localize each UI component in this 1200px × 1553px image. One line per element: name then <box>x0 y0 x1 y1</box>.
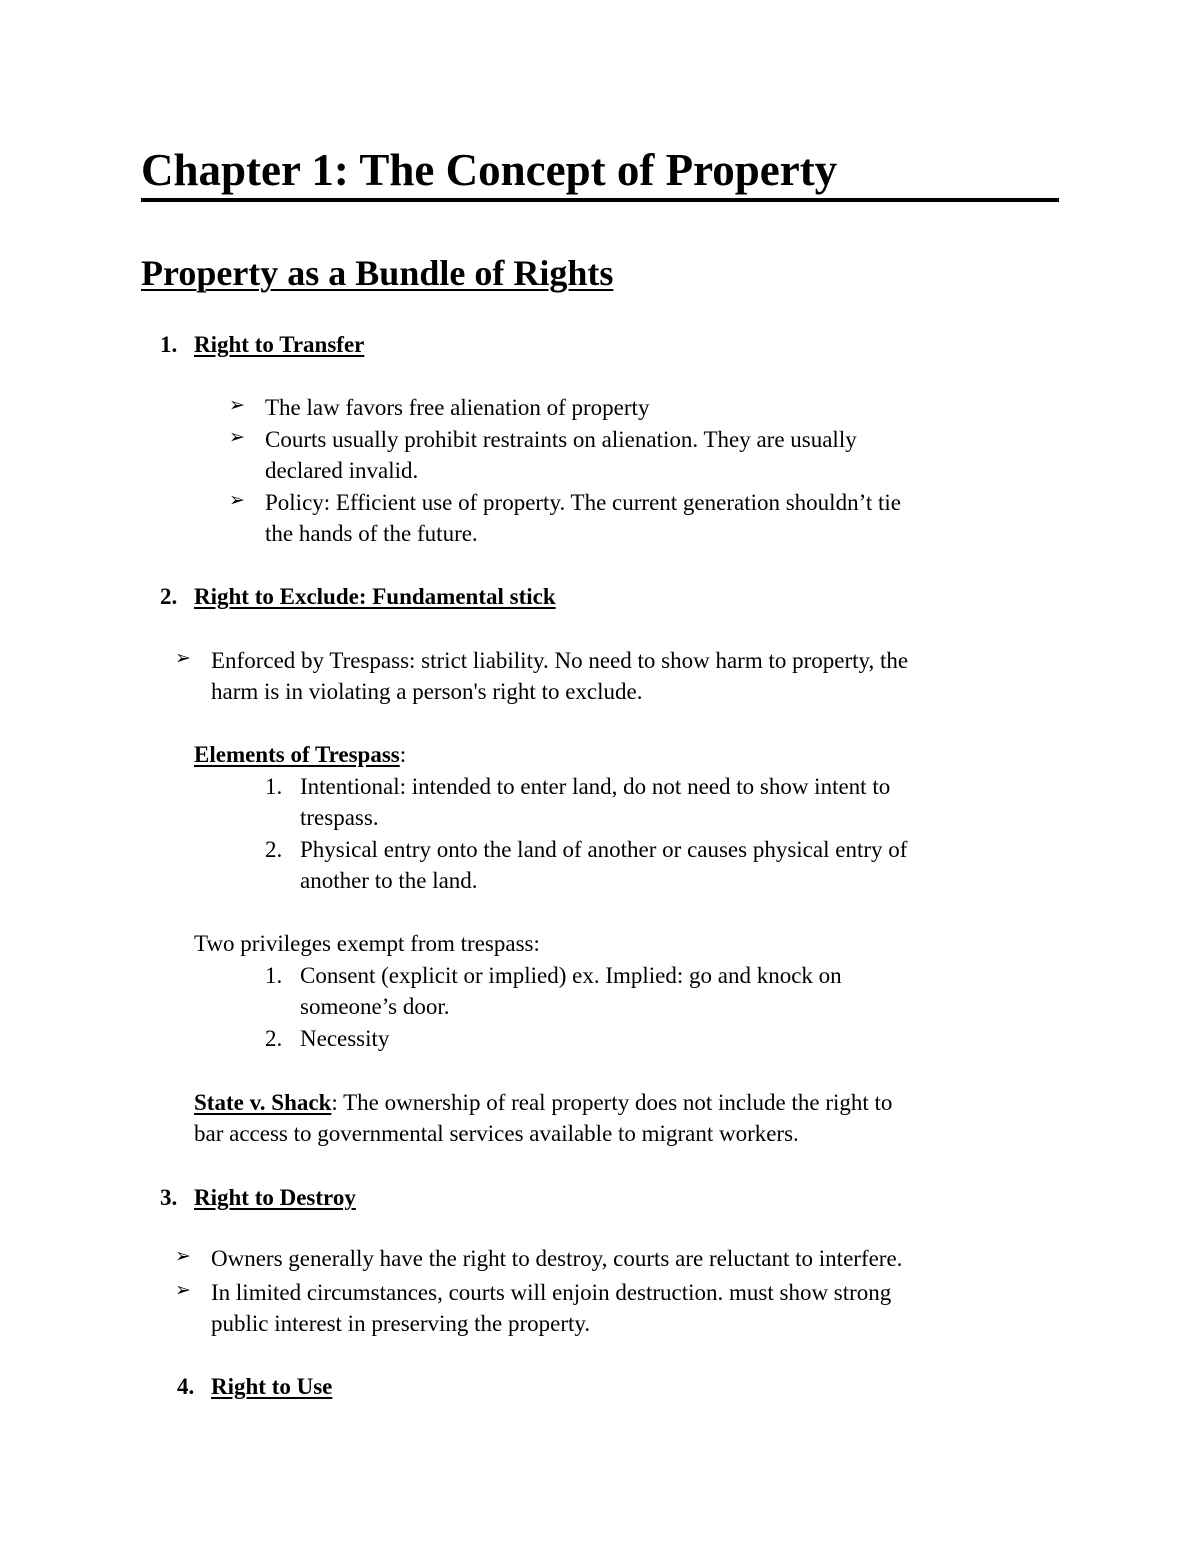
right-3-bullet-2-line-1: In limited circumstances, courts will enjoin destruction. must show strong <box>211 1280 892 1305</box>
arrow-bullet-icon: ➢ <box>175 1246 191 1267</box>
right-1-heading: Right to Transfer <box>194 332 365 357</box>
right-2-bullet-1-line-2: harm is in violating a person's right to exclude. <box>211 679 643 704</box>
right-4-number: 4. <box>177 1374 195 1399</box>
arrow-bullet-icon: ➢ <box>175 648 191 669</box>
section-title: Property as a Bundle of Rights <box>141 253 614 293</box>
right-1-number: 1. <box>160 332 178 357</box>
case-state-v-shack-line-1 <box>194 1087 892 1118</box>
elements-colon: : <box>399 742 407 767</box>
arrow-bullet-icon: ➢ <box>175 1280 191 1301</box>
right-3-number: 3. <box>160 1185 178 1210</box>
right-1-bullet-3-line-1: Policy: Efficient use of property. The current generation shouldn’t tie <box>265 490 901 515</box>
right-2-bullet-1-line-1: Enforced by Trespass: strict liability. No need to show harm to property, the <box>211 648 909 673</box>
right-3-bullet-2-line-2: public interest in preserving the property. <box>211 1311 591 1336</box>
privilege-1-line-2: someone’s door. <box>300 994 450 1019</box>
right-2-number: 2. <box>160 584 178 609</box>
element-1-line-2: trespass. <box>300 805 379 830</box>
right-1-bullet-1: The law favors free alienation of property <box>265 395 650 420</box>
right-1-bullet-2-line-1: Courts usually prohibit restraints on alienation. They are usually <box>265 427 857 452</box>
case-state-v-shack-line-2: bar access to governmental services available to migrant workers. <box>194 1121 799 1146</box>
element-2-line-1: Physical entry onto the land of another or causes physical entry of <box>300 837 908 862</box>
case-name: State v. Shack <box>194 1090 332 1115</box>
arrow-bullet-icon: ➢ <box>229 427 245 448</box>
element-1-line-1: Intentional: intended to enter land, do not need to show intent to <box>300 774 891 799</box>
right-3-heading: Right to Destroy <box>194 1185 356 1210</box>
privilege-1-number: 1. <box>265 963 283 988</box>
right-2-heading: Right to Exclude: Fundamental stick <box>194 584 556 609</box>
elements-of-trespass-heading <box>194 739 406 770</box>
elements-of-trespass-label: Elements of Trespass <box>194 742 400 767</box>
element-2-number: 2. <box>265 837 283 862</box>
arrow-bullet-icon: ➢ <box>229 490 245 511</box>
privileges-heading: Two privileges exempt from trespass: <box>194 931 540 956</box>
right-4-heading: Right to Use <box>211 1374 333 1399</box>
element-1-number: 1. <box>265 774 283 799</box>
privilege-2-number: 2. <box>265 1026 283 1051</box>
case-holding: : The ownership of real property does not include the right to <box>331 1090 893 1115</box>
right-3-bullet-1: Owners generally have the right to destroy, courts are reluctant to interfere. <box>211 1246 903 1271</box>
arrow-bullet-icon: ➢ <box>229 395 245 416</box>
element-2-line-2: another to the land. <box>300 868 478 893</box>
right-1-bullet-3-line-2: the hands of the future. <box>265 521 478 546</box>
chapter-title-block <box>141 142 1059 202</box>
right-1-bullet-2-line-2: declared invalid. <box>265 458 419 483</box>
chapter-title: Chapter 1: The Concept of Property <box>141 145 838 195</box>
privilege-1-line-1: Consent (explicit or implied) ex. Implied: go and knock on <box>300 963 842 988</box>
privilege-2-line-1: Necessity <box>300 1026 390 1051</box>
